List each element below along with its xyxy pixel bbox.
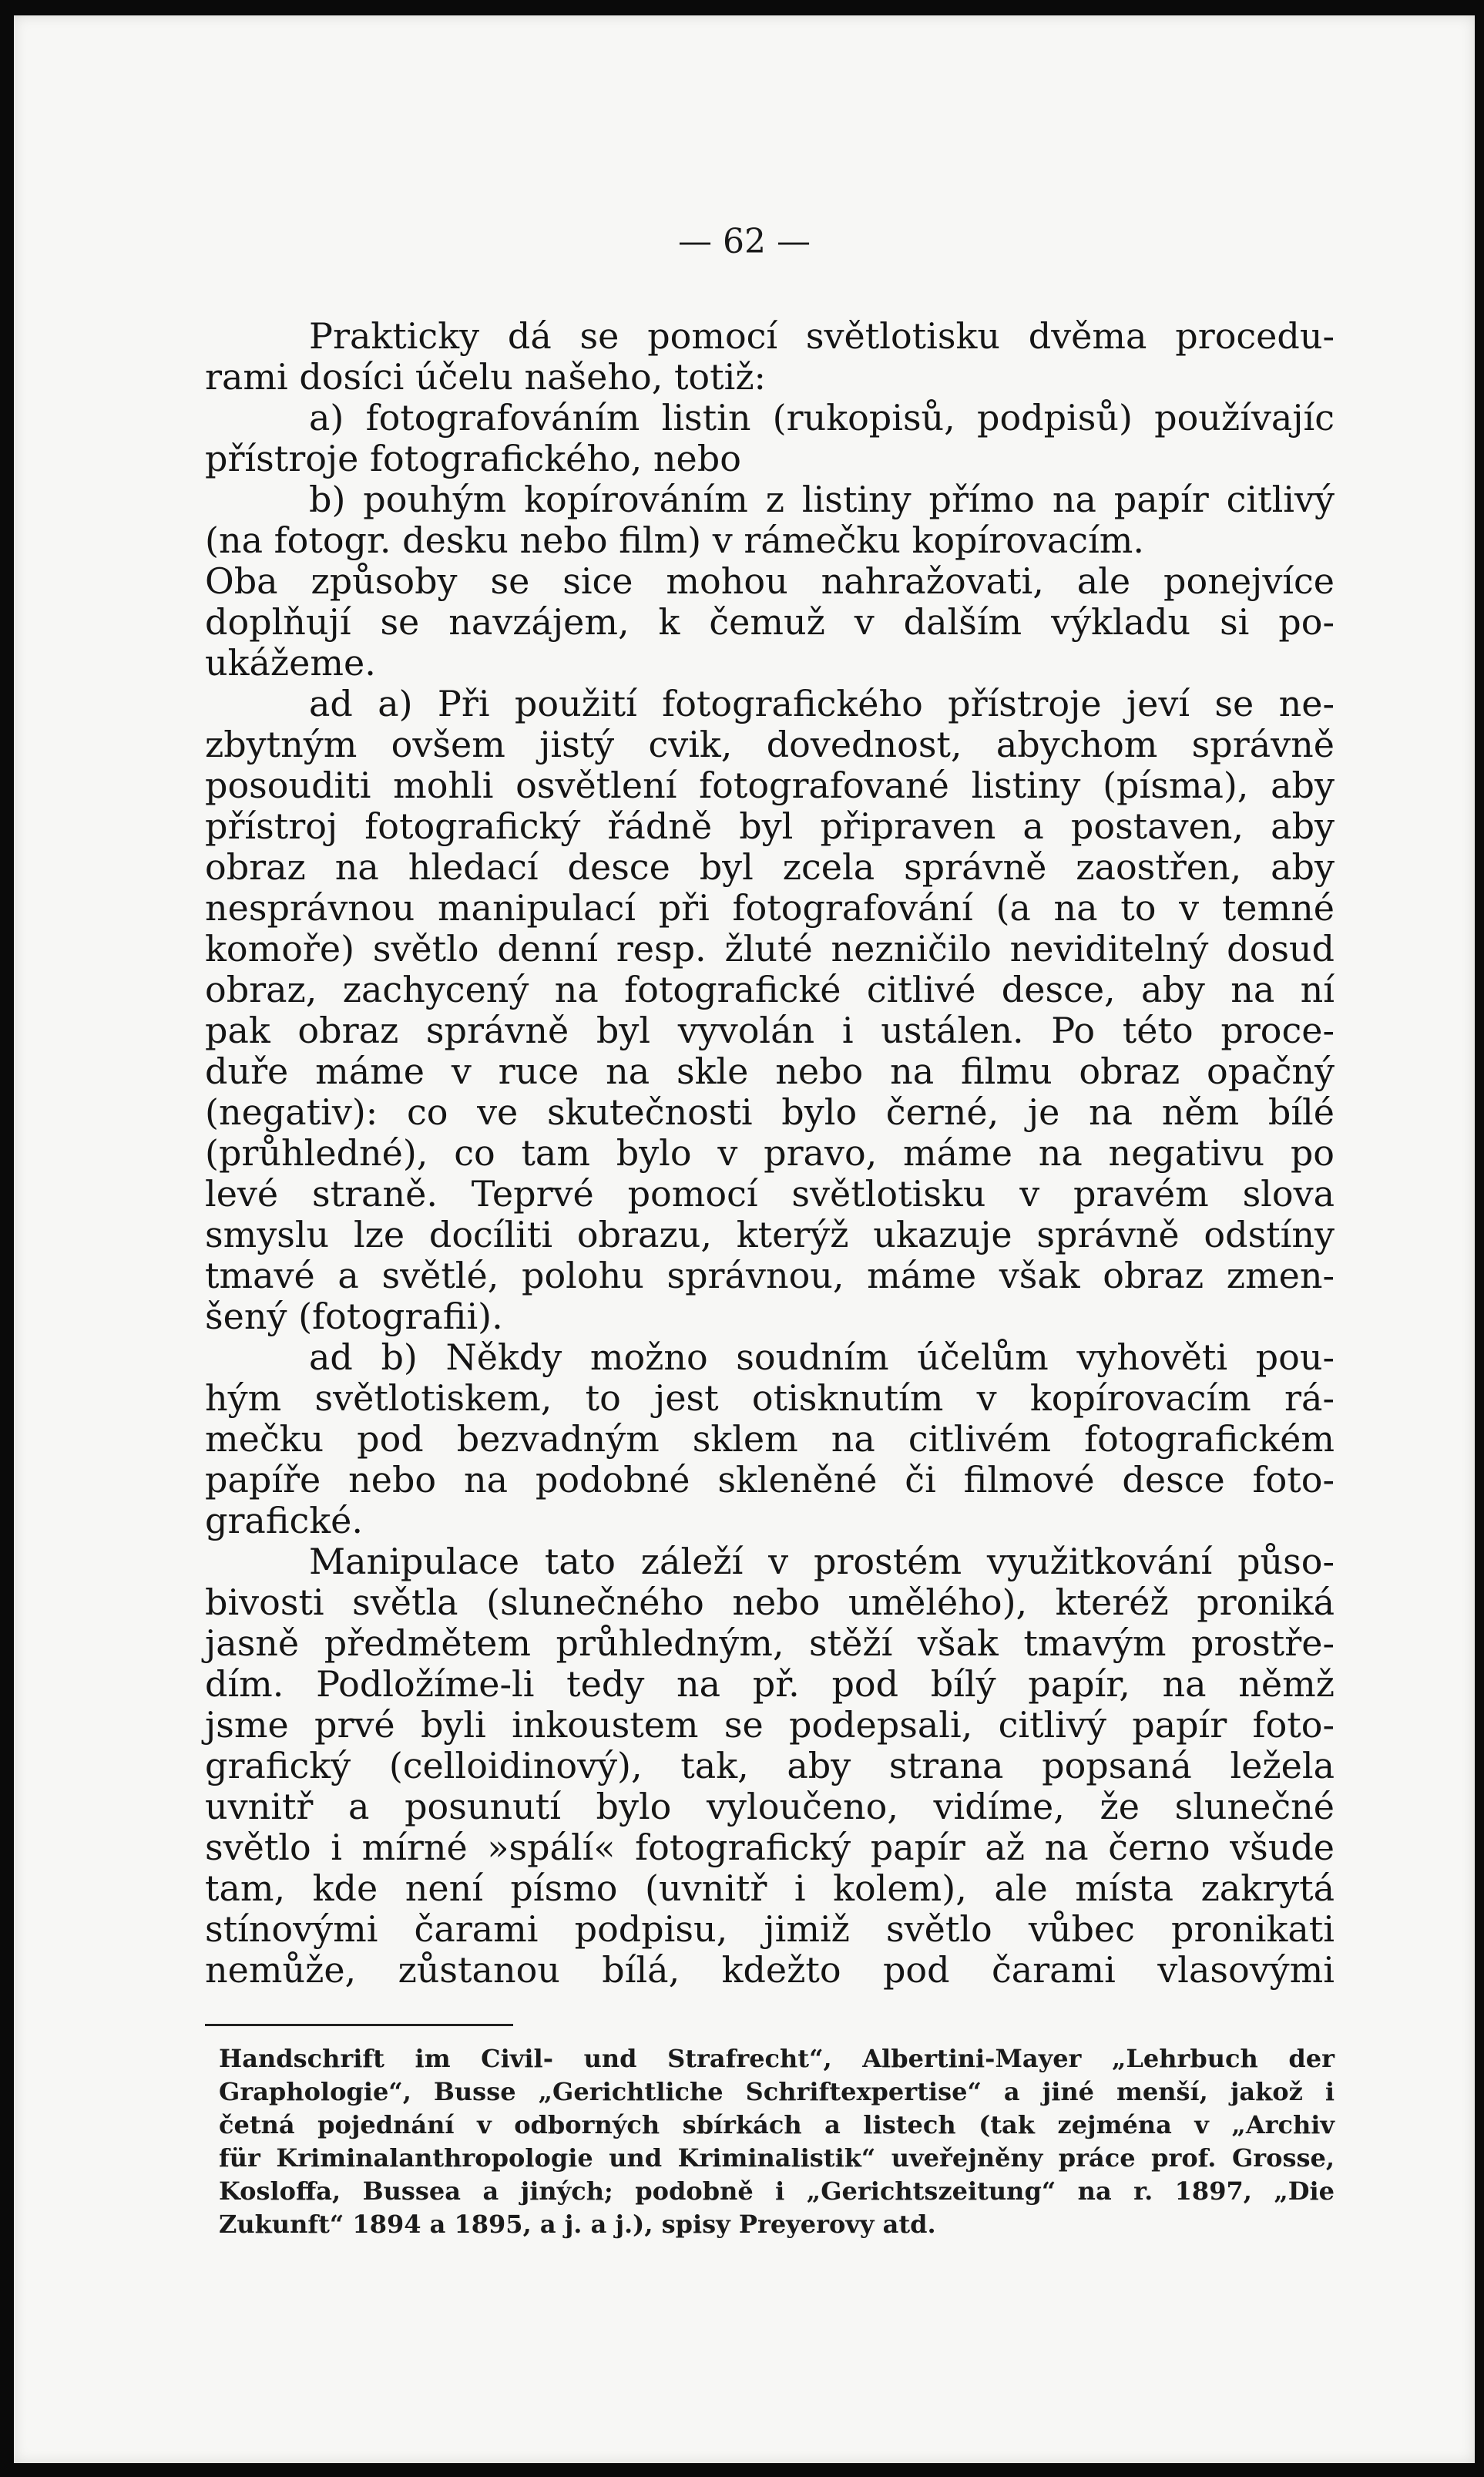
text-line: levé straně. Teprvé pomocí světlotisku v pravém slova xyxy=(205,1173,1335,1215)
text-line: zbytným ovšem jistý cvik, dovednost, abychom správně xyxy=(205,724,1335,765)
text-line: dím. Podložíme-li tedy na př. pod bílý papír, na němž xyxy=(205,1663,1335,1705)
text-line: přístroj fotografický řádně byl připraven a postaven, aby xyxy=(205,805,1335,847)
text-line: hým světlotiskem, to jest otisknutím v kopírovacím rá- xyxy=(205,1377,1335,1419)
text-line: pak obraz správně byl vyvolán i ustálen. Po této proce- xyxy=(205,1010,1335,1051)
text-line: duře máme v ruce na skle nebo na filmu obraz opačný xyxy=(205,1050,1335,1092)
text-line: posouditi mohli osvětlení fotografované listiny (písma), aby xyxy=(205,765,1335,806)
text-line: stínovými čarami podpisu, jimiž světlo vůbec pronikati xyxy=(205,1908,1335,1950)
text-line: jasně předmětem průhledným, stěží však tmavým prostře- xyxy=(205,1622,1335,1664)
text-line: b) pouhým kopírováním z listiny přímo na papír citlivý xyxy=(309,479,1335,520)
text-line: šený (fotografii). xyxy=(205,1296,503,1337)
text-line: Oba způsoby se sice mohou nahražovati, ale ponejvíce xyxy=(205,560,1335,602)
text-line: uvnitř a posunutí bylo vyloučeno, vidíme, že slunečné xyxy=(205,1786,1335,1827)
page-number: — 62 — xyxy=(678,222,811,261)
text-line: komoře) světlo denní resp. žluté nezničilo neviditelný dosud xyxy=(205,928,1335,970)
text-line: tam, kde není písmo (uvnitř i kolem), ale místa zakrytá xyxy=(205,1867,1335,1909)
text-line: Manipulace tato záleží v prostém využitkování půso- xyxy=(309,1541,1335,1582)
footnote-line: Kosloffa, Bussea a jiných; podobně i „Gerichtszeitung“ na r. 1897, „Die xyxy=(219,2176,1335,2206)
text-line: ad b) Někdy možno soudním účelům vyhověti pou- xyxy=(309,1336,1335,1378)
text-line: ukážeme. xyxy=(205,642,376,684)
text-line: mečku pod bezvadným sklem na citlivém fotografickém xyxy=(205,1418,1335,1460)
footnote-line: četná pojednání v odborných sbírkách a listech (tak zejména v „Archiv xyxy=(219,2110,1335,2139)
body-text xyxy=(205,316,1335,1991)
text-line: ad a) Při použití fotografického přístroje jeví se ne- xyxy=(309,683,1335,724)
text-line: doplňují se navzájem, k čemuž v dalším výkladu si po- xyxy=(205,601,1335,643)
text-line: grafický (celloidinový), tak, aby strana popsaná ležela xyxy=(205,1745,1335,1786)
text-line: obraz, zachycený na fotografické citlivé desce, aby na ní xyxy=(205,969,1335,1010)
text-line: (na fotogr. desku nebo film) v rámečku kopírovacím. xyxy=(205,519,1145,561)
text-line: (průhledné), co tam bylo v pravo, máme na negativu po xyxy=(205,1132,1335,1174)
text-line: přístroje fotografického, nebo xyxy=(205,438,741,479)
footnote-line: für Kriminalanthropologie und Kriminalistik“ uveřejněny práce prof. Grosse, xyxy=(219,2143,1335,2173)
text-line: papíře nebo na podobné skleněné či filmové desce foto- xyxy=(205,1459,1335,1501)
footnote-line: Zukunft“ 1894 a 1895, a j. a j.), spisy Preyerovy atd. xyxy=(219,2210,936,2239)
footnote-line: Handschrift im Civil- und Strafrecht“, Albertini-Mayer „Lehrbuch der xyxy=(219,2044,1335,2073)
text-line: a) fotografováním listin (rukopisů, podpisů) používajíc xyxy=(309,397,1335,439)
text-line: jsme prvé byli inkoustem se podepsali, citlivý papír foto- xyxy=(205,1704,1335,1746)
text-line: nesprávnou manipulací při fotografování (a na to v temné xyxy=(205,887,1335,929)
text-line: tmavé a světlé, polohu správnou, máme však obraz zmen- xyxy=(205,1255,1335,1296)
text-line: smyslu lze docíliti obrazu, kterýž ukazuje správně odstíny xyxy=(205,1214,1335,1255)
text-line: bivosti světla (slunečného nebo umělého), kteréž proniká xyxy=(205,1581,1335,1623)
text-line: světlo i mírné »spálí« fotografický papír až na černo všude xyxy=(205,1827,1335,1868)
text-line: nemůže, zůstanou bílá, kdežto pod čarami vlasovými xyxy=(205,1949,1335,1991)
text-line: rami dosíci účelu našeho, totiž: xyxy=(205,356,767,398)
footnote-rule xyxy=(205,2024,513,2026)
text-line: obraz na hledací desce byl zcela správně zaostřen, aby xyxy=(205,846,1335,888)
text-line: (negativ): co ve skutečnosti bylo černé, je na něm bílé xyxy=(205,1091,1335,1133)
footnote-line: Graphologie“, Busse „Gerichtliche Schriftexpertise“ a jiné menší, jakož i xyxy=(219,2077,1335,2106)
book-page xyxy=(14,15,1475,2463)
text-line: grafické. xyxy=(205,1500,364,1541)
text-line: Prakticky dá se pomocí světlotisku dvěma procedu- xyxy=(309,315,1335,357)
footnote xyxy=(219,2042,1335,2241)
